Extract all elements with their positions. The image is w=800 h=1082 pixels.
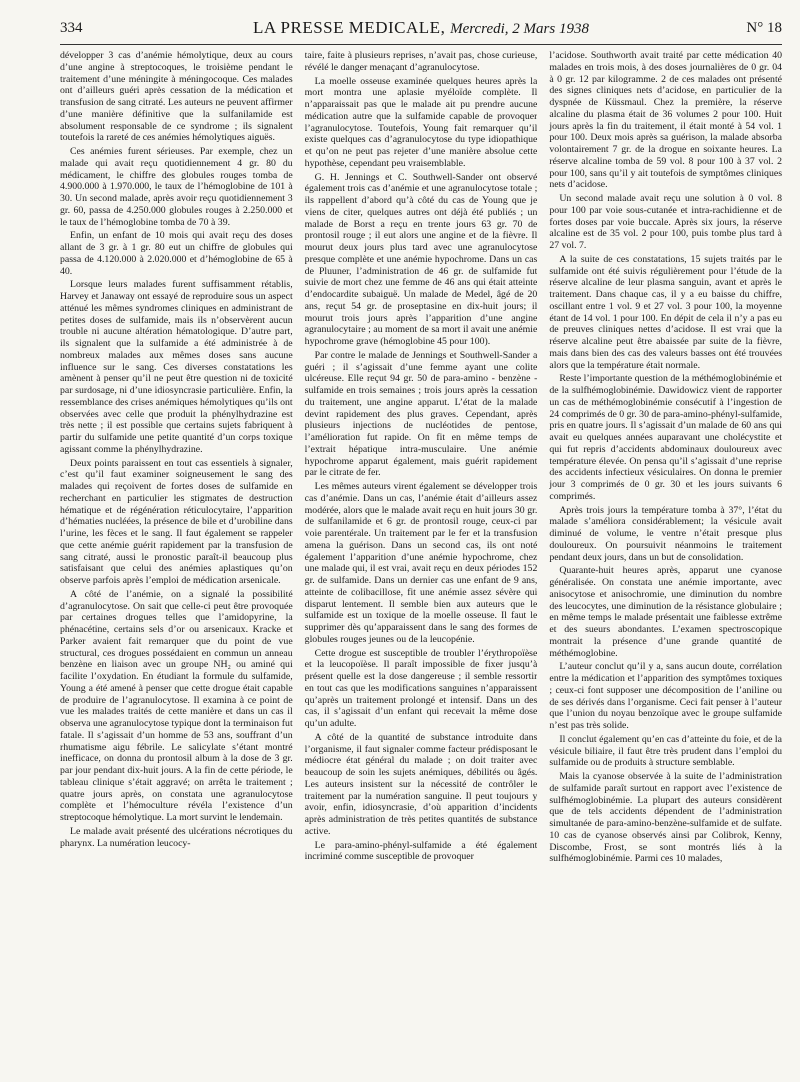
page-header (60, 14, 782, 42)
journal-title: LA PRESSE MEDICALE, (253, 18, 446, 37)
paragraph: Deux points paraissent en tout cas essentiels à signaler, c’est qu’il faut examiner soigneusement le sang des malades qui reçoivent de fortes doses de sulfamide en recherchant en particulier les stigmates de destruction hématique et de régénération réticulocytaire, l’apparition d’hématies nucléées, la présence de bile et d’urobiline dans l’urine, les fèces et le sang. Il faut également se rappeler que cette anémie guérit rapidement par la transfusion de sang citraté, aussi le pronostic paraît-il beaucoup plus satisfaisant que celui des anémies aplastiques qu’on observe parfois après l’emploi de médication arsenicale. (60, 457, 293, 586)
paragraph: taire, faite à plusieurs reprises, n’avait pas, chose curieuse, révélé le danger menaçant d’agranulocytose. (304, 50, 538, 73)
paragraph: Enfin, un enfant de 10 mois qui avait reçu des doses allant de 3 gr. à 1 gr. 80 eut un chiffre de globules qui passa de 4.120.000 à 2.020.000 et d’hémoglobine de 65 à 40. (60, 230, 293, 277)
paragraph: Mais la cyanose observée à la suite de l’administration de sulfamide paraît surtout en rapport avec l’existence de sulfhémoglobinémie. La plupart des auteurs considèrent que de tels accidents dépendent de l’administration simultanée de para-amino-benzène-sulfamide et de sulfate. 10 cas de cyanose observés ainsi par Colibrok, Kenny, Discombe, Frost, se sont montrés liés à la sulfhémoglobinémie. Parmi ces 10 malades, (549, 771, 783, 865)
paragraph: Ces anémies furent sérieuses. Par exemple, chez un malade qui avait reçu quotidiennement 4 gr. 80 du médicament, le chiffre des globules rouges tomba de 4.900.000 à 1.970.000, le taux de l’hémoglobine de 101 à 30. Un second malade, après avoir reçu quotidiennement 3 gr. 60, passa de 4.250.000 globules rouges à 2.250.000 et le taux de l’hémoglobine tomba de 70 à 39. (60, 146, 293, 228)
paragraph: Un second malade avait reçu une solution à 0 vol. 8 pour 100 par voie sous-cutanée et intra-rachidienne et de fortes doses par voie buccale. Après six jours, la réserve alcaline est de 35 vol. 2 pour 100, puis tombe plus tard à 27 vol. 7. (549, 193, 783, 251)
paragraph: A côté de la quantité de substance introduite dans l’organisme, il faut signaler comme facteur prédisposant le médiocre état général du malade ; on doit traiter avec beaucoup de soin les sujets anémiques, débilités ou âgés. Les auteurs insistent sur la nécessité de contrôler le traitement par la numération sanguine. Il peut toujours y avoir, enfin, idiosyncrasie, d’où apparition d’incidents après administration de très petites quantités de substance active. (304, 731, 538, 837)
article-columns (60, 50, 782, 1076)
column-1 (60, 50, 293, 1076)
column-2 (305, 50, 538, 1076)
paragraph: développer 3 cas d’anémie hémolytique, deux au cours d’une angine à streptocoques, le troisième pendant le traitement d’une méningite à méningocoque. Ces malades ont d’ailleurs guéri après cessation de la médication et transfusion de sang citraté. Les auteurs ne peuvent affirmer d’une manière définitive que la sulfanilamide est absolument responsable de ce syndrome ; ils signalent toutefois la rareté de ces anémies hémolytiques aiguës. (60, 50, 293, 144)
paragraph: Reste l’importante question de la méthémoglobinémie et de la sulfhémoglobinémie. Dawidowicz vient de rapporter un cas de méthémoglobinémie consécutif à l’ingestion de 24 comprimés de 0 gr. 30 de para-amino-phényl-sulfamide, pris en quatre jours. Il s’agissait d’un malade de 60 ans qui avait eu quelques années auparavant une cholécystite et qui fut repris d’accidents abdominaux douloureux avec température élevée. On pensa qu’il s’agissait d’une reprise des accidents infectieux vésiculaires. On donna le premier jour 3 comprimés de 0 gr. 30 et les jours suivants 6 comprimés. (549, 373, 783, 502)
paragraph: La moelle osseuse examinée quelques heures après la mort montra une aplasie myéloïde complète. Il n’apparaissait pas que le malade ait pu prendre aucune médication autre que la sulfamide capable de provoquer l’agranulocytose. Toutefois, Young fait remarquer qu’il existe quelques cas d’agranulocytose du type idiopathique et qu’on ne peut pas rejeter d’une manière absolue cette hypothèse, cependant peu vraisemblable. (304, 75, 538, 169)
column-3 (549, 50, 782, 1076)
journal-masthead (120, 18, 722, 38)
paragraph: Il conclut également qu’en cas d’atteinte du foie, et de la vésicule biliaire, il faut être très prudent dans l’emploi du sulfamide ou de produits à structure semblable. (549, 733, 783, 769)
paragraph: Le malade avait présenté des ulcérations nécrotiques du pharynx. La numération leucocy- (60, 825, 293, 849)
header-rule (60, 44, 782, 45)
issue-date: Mercredi, 2 Mars 1938 (450, 21, 589, 37)
paragraph: L’auteur conclut qu’il y a, sans aucun doute, corrélation entre la médication et l’apparition des symptômes toxiques ; ceux-ci font supposer une décomposition de l’aniline ou de ses dérivés dans l’organisme. Ceci fait penser à l’auteur que l’union du noyau benzoïque avec le groupe sulfamide n’est pas très solide. (549, 661, 783, 731)
paragraph: l’acidose. Southworth avait traité par cette médication 40 malades en trois mois, à des doses journalières de 0 gr. 04 à 0 gr. 12 par kilogramme. 2 de ces malades ont présenté des signes cliniques nets d’acidose, en particulier de la dyspnée de Küssmaul. Chez la première, la réserve alcaline du plasma était de 36 volumes 2 pour 100. Huit jours après la fin du traitement, il était monté à 54 vol. 1 pour 100. Deux mois après sa guérison, la malade absorba volontairement 7 gr. de la drogue en soixante heures. La réserve alcaline tomba de 59 vol. 8 pour 100 à 37 vol. 2 pour 100, sans qu’il y ait toutefois de symptômes cliniques nets d’acidose. (549, 50, 783, 191)
paragraph: Cette drogue est susceptible de troubler l’érythropoïèse et la leucopoïèse. Il paraît impossible de fixer jusqu’à présent quelle est la dose dangereuse ; il semble ressortir en tout cas que les modifications sanguines n’apparaissent qu’après un traitement prolongé et intensif. Dans un des cas, il s’agissait d’un enfant qui recevait la même dose qu’un adulte. (304, 647, 538, 729)
paragraph: Les mêmes auteurs virent également se développer trois cas d’anémie. Dans un cas, l’anémie était d’ailleurs assez modérée, alors que le malade avait reçu en huit jours 30 gr. de sulfanilamide et 6 gr. de prontosil rouge, ceux-ci par voie parentérale. Un traitement par le fer et la transfusion amena la guérison. Dans un second cas, ils ont noté également l’apparition d’une anémie hypochrome, chez une malade qui, il est vrai, avait reçu en deux périodes 152 gr. de sulfamide. Dans un dernier cas une enfant de 9 ans, atteinte de colibacillose, fit une anémie assez sévère qui disparut lentement. Il semble bien aux auteurs que le sulfamide est un toxique de la moelle osseuse. Il faut le supprimer dès qu’apparaissent dans le sang des formes de globules rouges jeunes ou de la leucopénie. (304, 481, 538, 645)
paragraph: Lorsque leurs malades furent suffisamment rétablis, Harvey et Janaway ont essayé de reproduire sous un aspect atténué les mêmes syndromes cliniques en administrant de petites doses de sulfamide, mais ils n’observèrent aucun trouble ni aucune altération hématologique. D’autre part, ils signalent que la sulfamide a été administrée à de nombreux malades aux mêmes doses sans aucune influence sur le sang. Ces diverses constatations les amènent à penser qu’il ne peut être question ni de toxicité par surdosage, ni d’une idiosyncrasie particulière. Enfin, la ressemblance des crises anémiques hémolytiques qu’ils ont observées avec celle que produit la phénylhydrazine est très nette ; il est possible que certains sujets fabriquent à partir du sulfamide une petite quantité d’un corps toxique agissant comme la phénylhydrazine. (60, 279, 293, 455)
paragraph: Quarante-huit heures après, apparut une cyanose généralisée. On constata une anémie importante, avec anisocytose et anisochromie, une diminution du nombre des leucocytes, une diminution de la résistance globulaire ; en même temps le malade présentait une faiblesse extrême et des sueurs abondantes. L’examen spectroscopique montrait la présence d’une grande quantité de méthémoglobine. (549, 565, 783, 659)
paragraph: Par contre le malade de Jennings et Southwell-Sander a guéri ; il s’agissait d’une femme ayant une colite ulcéreuse. Elle reçut 94 gr. 50 de para-amino - benzène - sulfamide en trois semaines ; trois jours après la cessation du traitement, une angine apparut. L’état de la malade devint rapidement des plus graves. Cependant, après plusieurs injections de nucléotides de pentose, l’amélioration fut rapide. On fit en même temps de l’extrait hépatique intra-musculaire. Une anémie hypochrome apparut également, mais guérit rapidement par le citrate de fer. (304, 349, 538, 479)
issue-number: N° 18 (746, 19, 782, 36)
paragraph: Après trois jours la température tomba à 37°, l’état du malade s’améliora considérablement; la vésicule avait diminué de volume, le ventre n’était presque plus douloureux. On poursuivit néanmoins le traitement pendant deux jours, dans un but de consolidation. (549, 504, 783, 563)
paragraph: G. H. Jennings et C. Southwell-Sander ont observé également trois cas d’anémie et une agranulocytose totale ; ils rappellent d’abord qu’à côté du cas de Young que je viens de citer, quelques autres ont déjà été publiés ; un malade de Borst a reçu en trente jours 63 gr. 70 de prontosil rouge ; il eut alors une angine et de la fièvre. Il mourut deux jours plus tard avec une agranulocytose presque complète et une anémie hypochrome. Dans un cas de Pluuner, l’administration de 46 gr. de sulfamide fut suivie de mort chez une femme de 46 ans qui était atteinte d’endocardite subaiguë. Un malade de Medel, âgé de 20 ans, reçut 54 gr. de proseptasine en dix-huit jours; il mourut trois jours après l’apparition d’une angine agranulocytaire ; au moment de sa mort il avait une anémie hypochrome grave (hémoglobine 45 pour 100). (304, 171, 538, 347)
page-number: 334 (60, 19, 83, 36)
paragraph: Le para-amino-phényl-sulfamide a été également incriminé comme susceptible de provoquer (304, 839, 538, 863)
paragraph: A côté de l’anémie, on a signalé la possibilité d’agranulocytose. On sait que celle-ci peut être provoquée par certaines drogues telles que l’amidopyrine, la phénacétine, certains sels d’or ou arsenicaux. Kracke et Parker avaient fait remarquer que du point de vue structural, ces drogues possédaient en commun un anneau benzène en liaison avec un groupe NH₂ ou aminé qui facilite l’oxydation. En étudiant la formule du sulfamide, Young a été amené à penser que cette drogue était capable de produire de l’agranulocytose. Il examina à ce point de vue les malades traités de cette manière et dans un cas il observa une agranulocytose typique dont la terminaison fut fatale. Il s’agissait d’un homme de 53 ans, souffrant d’un rhumatisme aigu fébrile. Le salicylate s’étant montré inefficace, on donna du prontosil album à la dose de 3 gr. par jour pendant dix-huit jours. A la fin de cette période, le tableau clinique s’était aggravé; on arrêta le traitement ; quatre jours après, on constata une agranulocytose complète et l’hémoculture révéla l’existence d’un streptocoque hémolytique. La mort survint le lendemain. (60, 588, 293, 823)
paragraph: A la suite de ces constatations, 15 sujets traités par le sulfamide ont été suivis régulièrement pour l’étude de la réserve alcaline de leur plasma sanguin, avant et après le traitement. Dans chaque cas, il y a eu baisse du chiffre, oscillant entre 1 vol. 9 et 27 vol. 3 pour 100, la moyenne étant de 14 vol. 1 pour 100. En dépit de cela il n’y a pas eu de preuves cliniques nettes d’acidose. Il est vrai que la réserve alcaline peut être abaissée par suite de la fièvre, mais dans bien des cas des valeurs basses ont été trouvées alors que la température était normale. (549, 253, 783, 371)
